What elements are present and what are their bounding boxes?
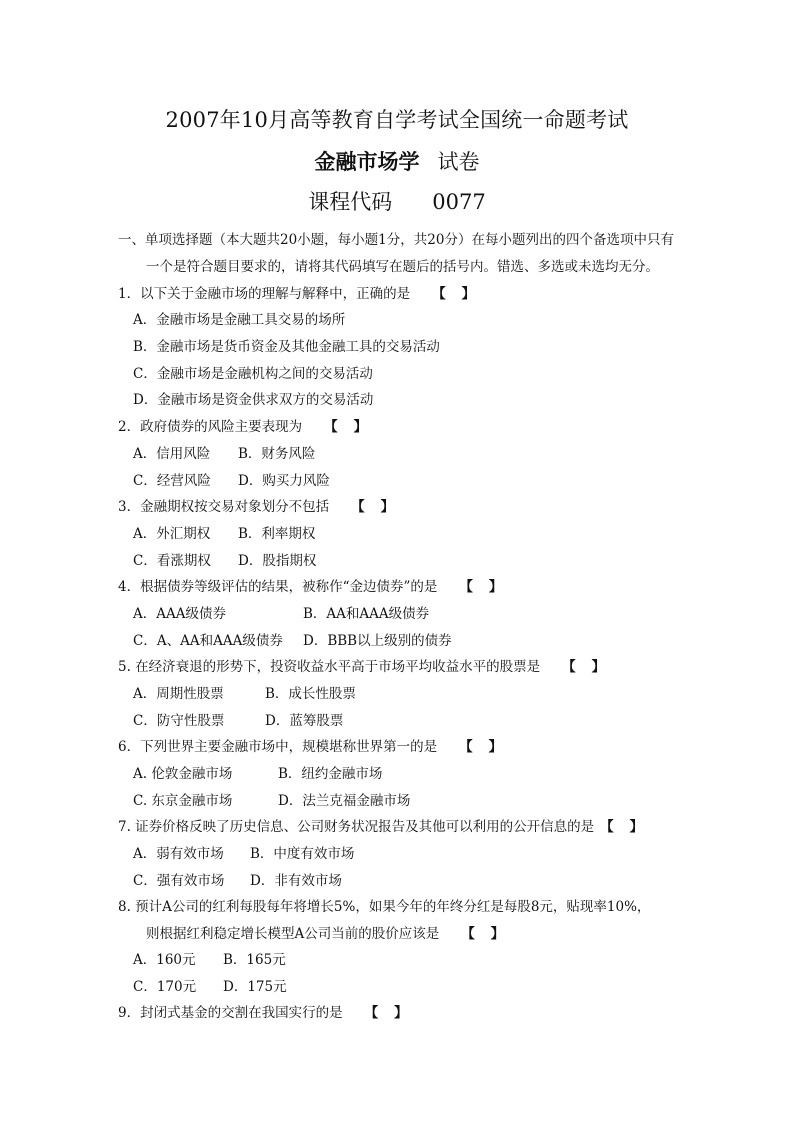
answer-bracket: 【】 xyxy=(562,659,622,675)
option-d: D．法兰克福金融市场 xyxy=(278,793,411,809)
question-stem: 3．金融期权按交易对象划分不包括 xyxy=(118,499,330,515)
answer-bracket: 【】 xyxy=(461,926,521,942)
answer-bracket: 【】 xyxy=(459,579,519,595)
question-1 xyxy=(118,285,491,303)
question-4 xyxy=(118,578,518,596)
question-8-continued xyxy=(146,925,520,943)
option-a: A．金融市场是金融工具交易的场所 xyxy=(133,312,346,328)
subject-name: 金融市场学 xyxy=(314,149,420,174)
course-code-value: 0077 xyxy=(432,190,486,214)
option-a: A．外汇期权 xyxy=(133,526,211,542)
option-a: A. 伦敦金融市场 xyxy=(133,766,233,782)
option-b: B．165元 xyxy=(223,952,286,968)
paper-label: 试卷 xyxy=(437,150,480,174)
option-d: D．股指期权 xyxy=(238,553,317,569)
option-b: B．中度有效市场 xyxy=(250,846,355,862)
option-b: B．利率期权 xyxy=(238,526,316,542)
option-c: C．170元 xyxy=(133,979,197,995)
option-c: C．防守性股票 xyxy=(133,713,225,729)
option-d: D．BBB以上级别的债券 xyxy=(303,633,452,649)
exam-title: 2007年10月高等教育自学考试全国统一命题考试 xyxy=(165,108,629,132)
option-c: C．看涨期权 xyxy=(133,553,211,569)
question-7 xyxy=(118,818,659,836)
option-d: D．非有效市场 xyxy=(250,873,342,889)
answer-bracket: 【】 xyxy=(324,419,384,435)
option-d: D．175元 xyxy=(223,979,287,995)
section-instructions-2: 一个是符合题目要求的，请将其代码填写在题后的括号内。错选、多选或未选均无分。 xyxy=(146,259,659,275)
question-5 xyxy=(118,658,621,676)
question-2 xyxy=(118,418,383,436)
option-a: A．AAA级债券 xyxy=(133,606,226,622)
answer-bracket: 【】 xyxy=(459,739,519,755)
answer-bracket: 【】 xyxy=(600,819,660,835)
paper-title xyxy=(0,146,794,176)
option-d: D．蓝筹股票 xyxy=(265,713,344,729)
option-c: C．经营风险 xyxy=(133,473,211,489)
question-6 xyxy=(118,738,518,756)
option-c: C. 东京金融市场 xyxy=(133,793,233,809)
question-stem: 1．以下关于金融市场的理解与解释中，正确的是 xyxy=(118,286,411,302)
option-d: D．购买力风险 xyxy=(238,473,330,489)
option-a: A．160元 xyxy=(133,952,196,968)
option-b: B．财务风险 xyxy=(238,446,316,462)
answer-bracket: 【】 xyxy=(432,286,492,302)
question-stem: 7. 证券价格反映了历史信息、公司财务状况报告及其他可以利用的公开信息的是 xyxy=(118,819,595,835)
question-8: 8. 预计A公司的红利每股每年将增长5%，如果今年的年终分红是每股8元，贴现率10%， xyxy=(118,899,651,915)
option-a: A．信用风险 xyxy=(133,446,211,462)
course-code-label: 课程代码 xyxy=(308,190,393,214)
question-stem: 2．政府债券的风险主要表现为 xyxy=(118,419,303,435)
option-b: B．成长性股票 xyxy=(265,686,356,702)
option-a: A．弱有效市场 xyxy=(133,846,224,862)
course-code xyxy=(0,186,794,216)
question-stem: 则根据红利稳定增长模型A公司当前的股价应该是 xyxy=(146,926,440,942)
question-3 xyxy=(118,498,410,516)
question-stem: 5. 在经济衰退的形势下，投资收益水平高于市场平均收益水平的股票是 xyxy=(118,659,541,675)
option-c: C．A、AA和AAA级债券 xyxy=(133,633,283,649)
question-stem: 9．封闭式基金的交割在我国实行的是 xyxy=(118,1005,343,1021)
question-9 xyxy=(118,1004,424,1022)
section-instructions-1: 一、单项选择题（本大题共20小题，每小题1分，共20分）在每小题列出的四个备选项中只有 xyxy=(118,232,674,248)
option-b: B．AA和AAA级债券 xyxy=(303,606,430,622)
answer-bracket: 【】 xyxy=(364,1005,424,1021)
option-c: C．强有效市场 xyxy=(133,873,225,889)
question-stem: 4．根据债券等级评估的结果，被称作“金边债券”的是 xyxy=(118,579,438,595)
option-c: C．金融市场是金融机构之间的交易活动 xyxy=(133,366,373,382)
question-stem: 6．下列世界主要金融市场中，规模堪称世界第一的是 xyxy=(118,739,438,755)
option-b: B．纽约金融市场 xyxy=(278,766,383,782)
option-a: A．周期性股票 xyxy=(133,686,224,702)
option-b: B．金融市场是货币资金及其他金融工具的交易活动 xyxy=(133,339,440,355)
option-d: D．金融市场是资金供求双方的交易活动 xyxy=(133,392,374,408)
answer-bracket: 【】 xyxy=(351,499,411,515)
